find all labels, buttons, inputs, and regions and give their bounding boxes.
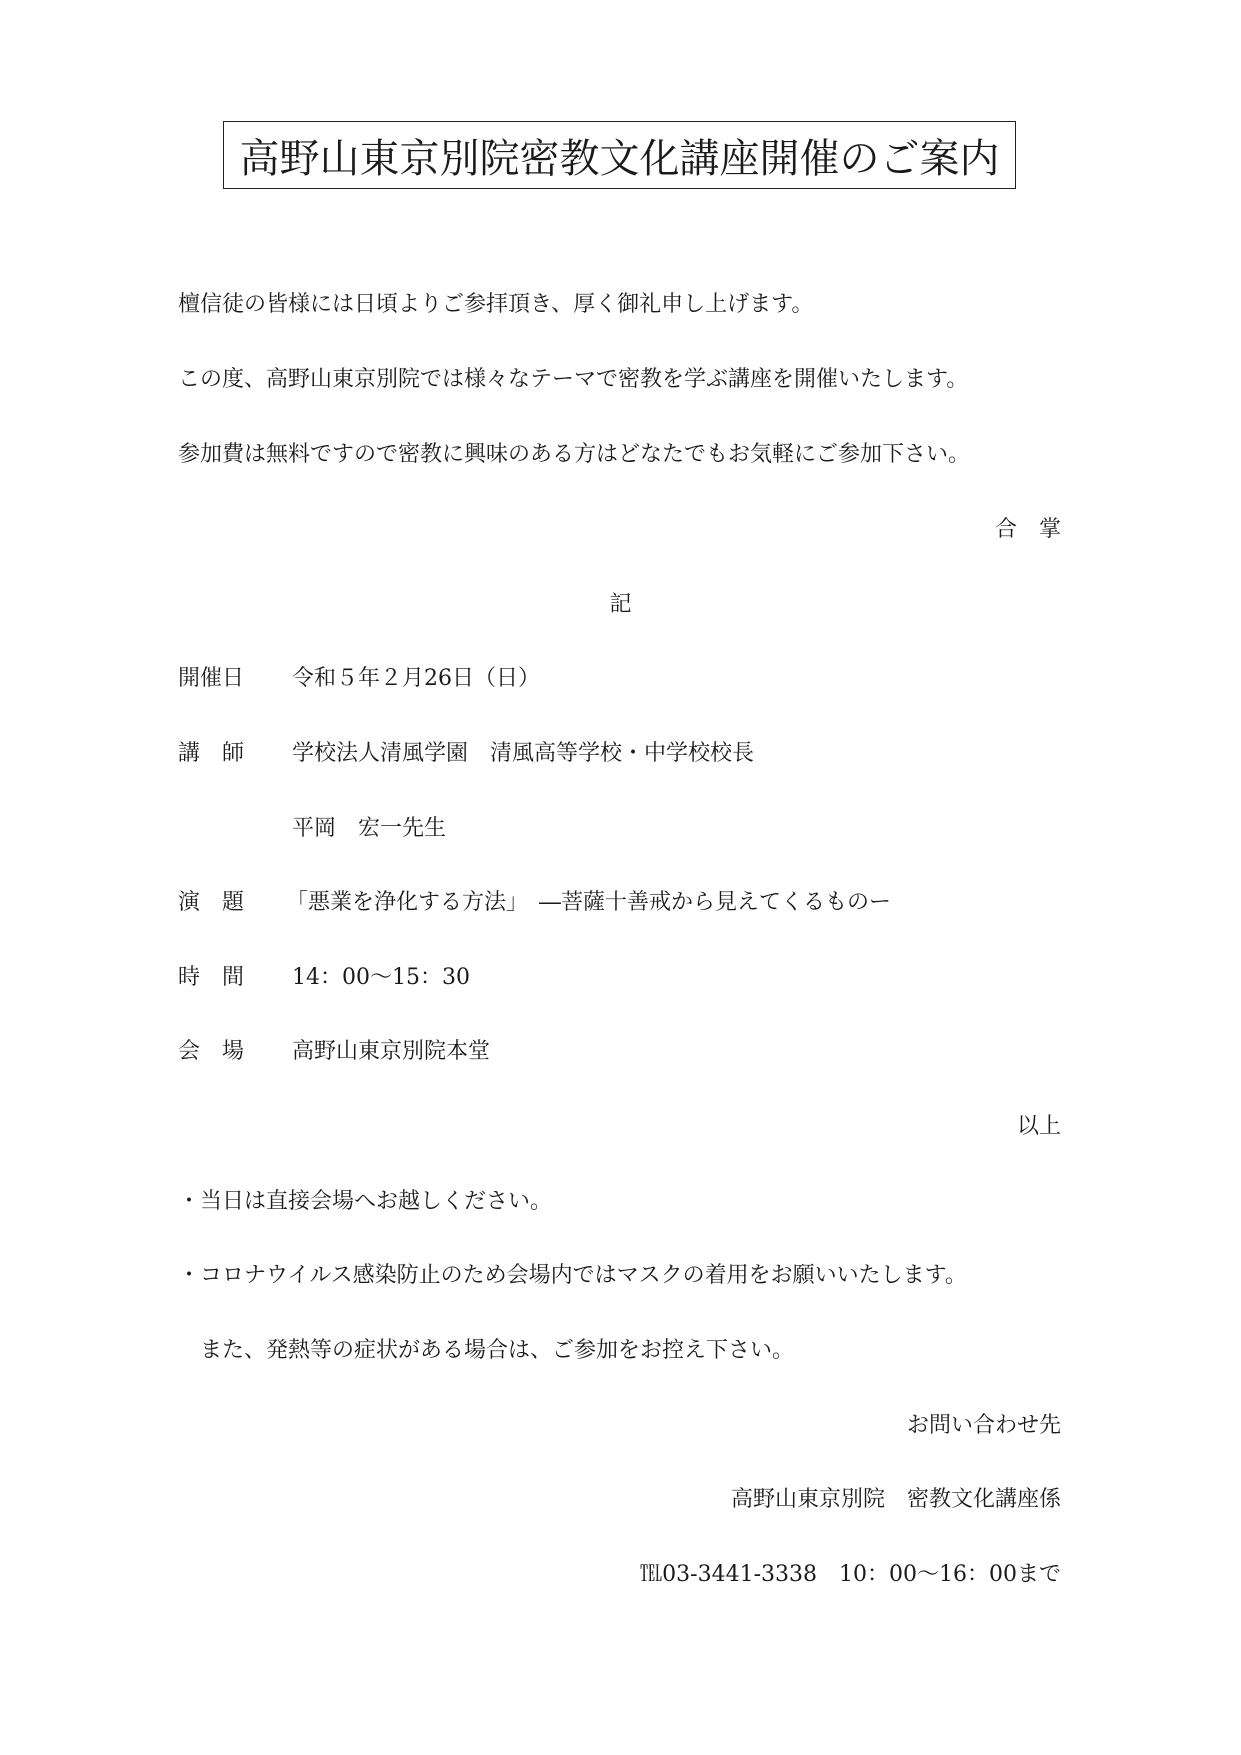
contact-phone: ℡03-3441-3338 10：00～16：00まで — [640, 1562, 1061, 1587]
date-value: 令和５年２月26日（日） — [292, 666, 540, 691]
note-line-1: ・当日は直接会場へお越しください。 — [178, 1189, 553, 1214]
closing-gassho: 合 掌 — [994, 517, 1061, 542]
document-title: 高野山東京別院密教文化講座開催のご案内 — [223, 121, 1016, 189]
venue-value: 高野山東京別院本堂 — [292, 1039, 491, 1064]
intro-line-2: この度、高野山東京別院では様々なテーマで密教を学ぶ講座を開催いたします。 — [178, 367, 969, 392]
time-value: 14：00～15：30 — [292, 965, 470, 990]
lecturer-name: 平岡 宏一先生 — [292, 816, 447, 841]
venue-label: 会 場 — [178, 1039, 245, 1064]
ijo-closing: 以上 — [1016, 1114, 1061, 1139]
date-label: 開催日 — [178, 666, 245, 691]
time-label: 時 間 — [178, 965, 245, 990]
lecturer-label: 講 師 — [178, 741, 245, 766]
contact-office: 高野山東京別院 密教文化講座係 — [730, 1487, 1061, 1512]
note-line-3: また、発熱等の症状がある場合は、ご参加をお控え下さい。 — [178, 1338, 795, 1363]
topic-value: 「悪業を浄化する方法」 ―菩薩十善戒から見えてくるものー — [286, 890, 892, 915]
intro-line-3: 参加費は無料ですので密教に興味のある方はどなたでもお気軽にご参加下さい。 — [178, 442, 971, 467]
lecturer-affiliation: 学校法人清風学園 清風高等学校・中学校校長 — [292, 741, 755, 766]
intro-line-1: 檀信徒の皆様には日頃よりご参拝頂き、厚く御礼申し上げます。 — [178, 292, 814, 317]
contact-heading: お問い合わせ先 — [906, 1413, 1061, 1438]
topic-label: 演 題 — [178, 890, 245, 915]
ki-heading: 記 — [609, 592, 632, 617]
note-line-2: ・コロナウイルス感染防止のため会場内ではマスクの着用をお願いいたします。 — [178, 1263, 967, 1288]
